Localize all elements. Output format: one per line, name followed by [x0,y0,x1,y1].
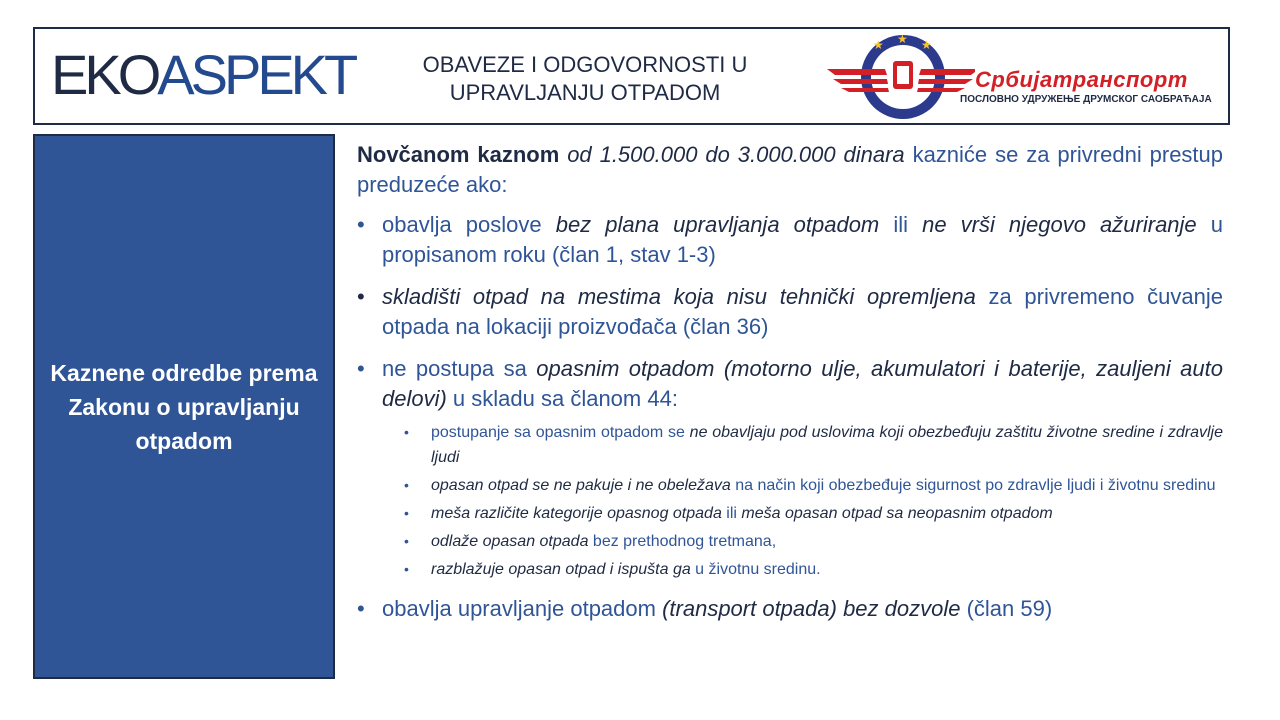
text-segment: opasnim otpadom (motorno ulje, akumulatori i baterije, zauljeni auto delovi) [382,356,1223,411]
intro-bold: Novčanom kaznom [357,142,560,167]
text-segment: meša opasan otpad sa neopasnim otpadom [741,505,1053,522]
content-area [357,140,1223,636]
sub-list-item [382,529,1223,554]
list-item [357,594,1223,624]
srbijatransport-logo [825,31,1225,123]
intro-rest: kazniće se za privredni prestup preduzeće ako: [357,142,1224,197]
logo-aspekt-text: ASPEKT [157,43,355,106]
text-segment: opasan otpad se ne pakuje i ne obeležava [431,477,731,494]
text-segment: (član 59) [960,596,1053,621]
side-title: Kaznene odredbe prema Zakonu o upravljanju otpadom [50,359,318,454]
text-segment: u skladu sa članom 44: [446,386,678,411]
intro-amount: od 1.500.000 do 3.000.000 dinara [559,142,905,167]
slide-title: OBAVEZE I ODGOVORNOSTI U UPRAVLJANJU OTPADOM [422,52,748,105]
text-segment: odlaže opasan otpada [431,533,589,550]
sub-list [382,420,1223,582]
svg-text:★: ★ [921,38,932,52]
list-item [357,210,1223,270]
text-segment: u životnu sredinu. [690,561,821,578]
text-segment: razblažuje opasan otpad i ispušta ga [431,561,691,578]
text-segment: obavlja upravljanje otpadom [382,596,663,621]
sub-list-item [382,420,1223,470]
list-item [357,354,1223,582]
winged-emblem-icon [825,31,975,123]
intro-paragraph [357,140,1223,200]
text-segment: u propisanom roku (član 1, stav 1-3) [382,212,1223,267]
text-segment: obavlja poslove [382,212,556,237]
eko-aspekt-logo [51,45,354,105]
penalty-list [357,210,1223,624]
text-segment: meša različite kategorije opasnog otpada [431,505,722,522]
logo-eko-text: EKO [51,43,158,106]
header-bar [33,27,1230,125]
text-segment: ne postupa sa [382,356,537,381]
list-item [357,282,1223,342]
text-segment: ili [721,505,742,522]
text-segment: ne vrši njegovo ažuriranje [922,212,1197,237]
text-segment: postupanje sa opasnim otpadom se [431,424,690,441]
text-segment: ne obavljaju pod uslovima koji obezbeđuju zaštitu životne sredine i zdravlje ljudi [431,424,1223,466]
text-segment: na način koji obezbeđuje sigurnost po zdravlje ljudi i životnu sredinu [730,477,1216,494]
sub-list-item [382,473,1223,498]
svg-text:★: ★ [873,38,884,52]
text-segment: skladišti otpad na mestima koja nisu tehnički opremljena [382,284,976,309]
text-segment: ili [879,212,923,237]
text-segment: bez plana upravljanja otpadom [555,212,880,237]
text-segment: bez prethodnog tretmana, [588,533,777,550]
text-segment: (transport otpada) bez dozvole [662,596,961,621]
side-panel [33,134,335,679]
text-segment: za privremeno čuvanje otpada na lokaciji proizvođača (član 36) [382,284,1223,339]
brand-name: Србијатранспорт [975,67,1188,92]
svg-text:★: ★ [897,32,908,46]
sub-list-item [382,557,1223,582]
brand-subtitle: ПОСЛОВНО УДРУЖЕЊЕ ДРУМСКОГ САОБРАЋАЈА [960,94,1212,105]
sub-list-item [382,501,1223,526]
